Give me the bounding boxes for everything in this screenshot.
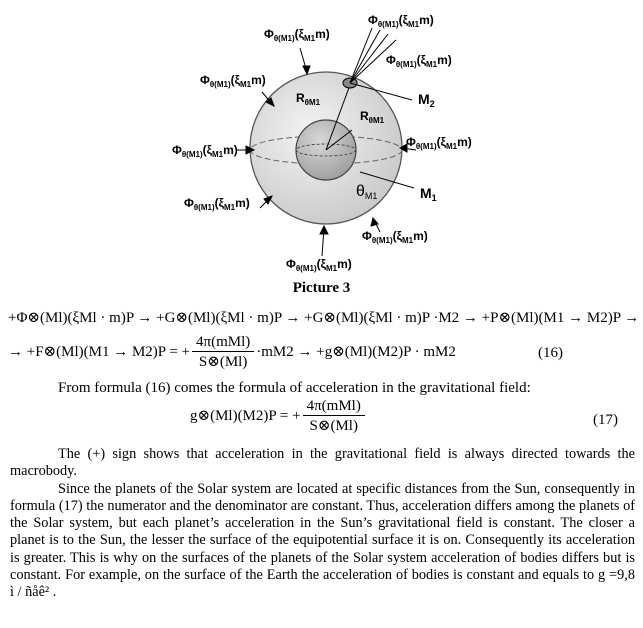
radius-outer-label: $R_{\theta M1}$ <box>296 91 321 107</box>
equation-line-2-right: ·mM2 → +g⊗(Ml)(M2)P · mM2 <box>256 343 456 360</box>
equation-17-number: (17) <box>593 412 618 428</box>
m2-label: $M_2$ <box>418 91 435 109</box>
eq17-numerator: 4π(mMl) <box>303 398 365 416</box>
sphere-diagram <box>0 0 643 280</box>
phi-label-top: $\Phi_{\theta(M1)}(\xi_{M1}m)$ <box>264 27 330 43</box>
theta-label: θM1 <box>356 183 378 201</box>
phi-label-right1: $\Phi_{\theta(M1)}(\xi_{M1}m)$ <box>386 53 452 69</box>
phi-label-bottomright: $\Phi_{\theta(M1)}(\xi_{M1}m)$ <box>362 229 428 245</box>
paragraph-sign: The (+) sign shows that acceleration in the gravitational field is always directed towards the macrobody. <box>10 446 635 480</box>
paragraph-planets: Since the planets of the Solar system are located at specific distances from the Sun, consequently in formula (17) the numerator and the denominator are constant. Thus, acceleration differs among the planets of the Solar system, but each planet’s acceleration in the Sun’s gravitational field is constant. The closer a planet is to the Sun, the lesser the surface of the equipotential surface it is on. Consequently its acceleration is greater. This is why on the surfaces of the planets of the Solar system acceleration of bodies differs but is constant. For example, on the surface of the Earth the acceleration of bodies is constant and equals to g =9,8 ì / ñåê² . <box>10 480 635 601</box>
intro-text: From formula (16) comes the formula of acceleration in the gravitational field: <box>58 380 531 396</box>
equation-line-2-left: → +F⊗(Ml)(M1 → M2)P = + <box>8 343 190 360</box>
eq17-denominator: S⊗(Ml) <box>309 418 358 434</box>
m1-label: $M_1$ <box>420 185 437 203</box>
formula-17-fraction <box>303 398 365 435</box>
equation-line-1: +Φ⊗(Ml)(ξMl · m)P → +G⊗(Ml)(ξMl · m)P → +G⊗(Ml)(ξMl · m)P ·M2 → +P⊗(Ml)(M1 → M2)P → <box>8 310 640 326</box>
phi-label-left2: $\Phi_{\theta(M1)}(\xi_{M1}m)$ <box>172 143 238 159</box>
equation-16-number: (16) <box>538 345 563 361</box>
eq16-numerator: 4π(mMl) <box>192 334 254 352</box>
phi-label-right2: $\Phi_{\theta(M1)}(\xi_{M1}m)$ <box>406 135 472 151</box>
formula-17-left: g⊗(Ml)(M2)P = + <box>190 407 301 424</box>
figure-caption: Picture 3 <box>292 280 351 296</box>
phi-label-topright: $\Phi_{\theta(M1)}(\xi_{M1}m)$ <box>368 13 434 29</box>
formula-17 <box>190 398 367 435</box>
equation-line-2 <box>8 334 456 371</box>
radius-inner-label: $R_{\theta M1}$ <box>360 109 385 125</box>
phi-label-left1: $\Phi_{\theta(M1)}(\xi_{M1}m)$ <box>200 73 266 89</box>
phi-label-bottom: $\Phi_{\theta(M1)}(\xi_{M1}m)$ <box>286 257 352 273</box>
body-text <box>10 446 635 602</box>
eq16-denominator: S⊗(Ml) <box>198 354 248 370</box>
equation-16-fraction <box>192 334 254 371</box>
phi-label-left3: $\Phi_{\theta(M1)}(\xi_{M1}m)$ <box>184 196 250 212</box>
